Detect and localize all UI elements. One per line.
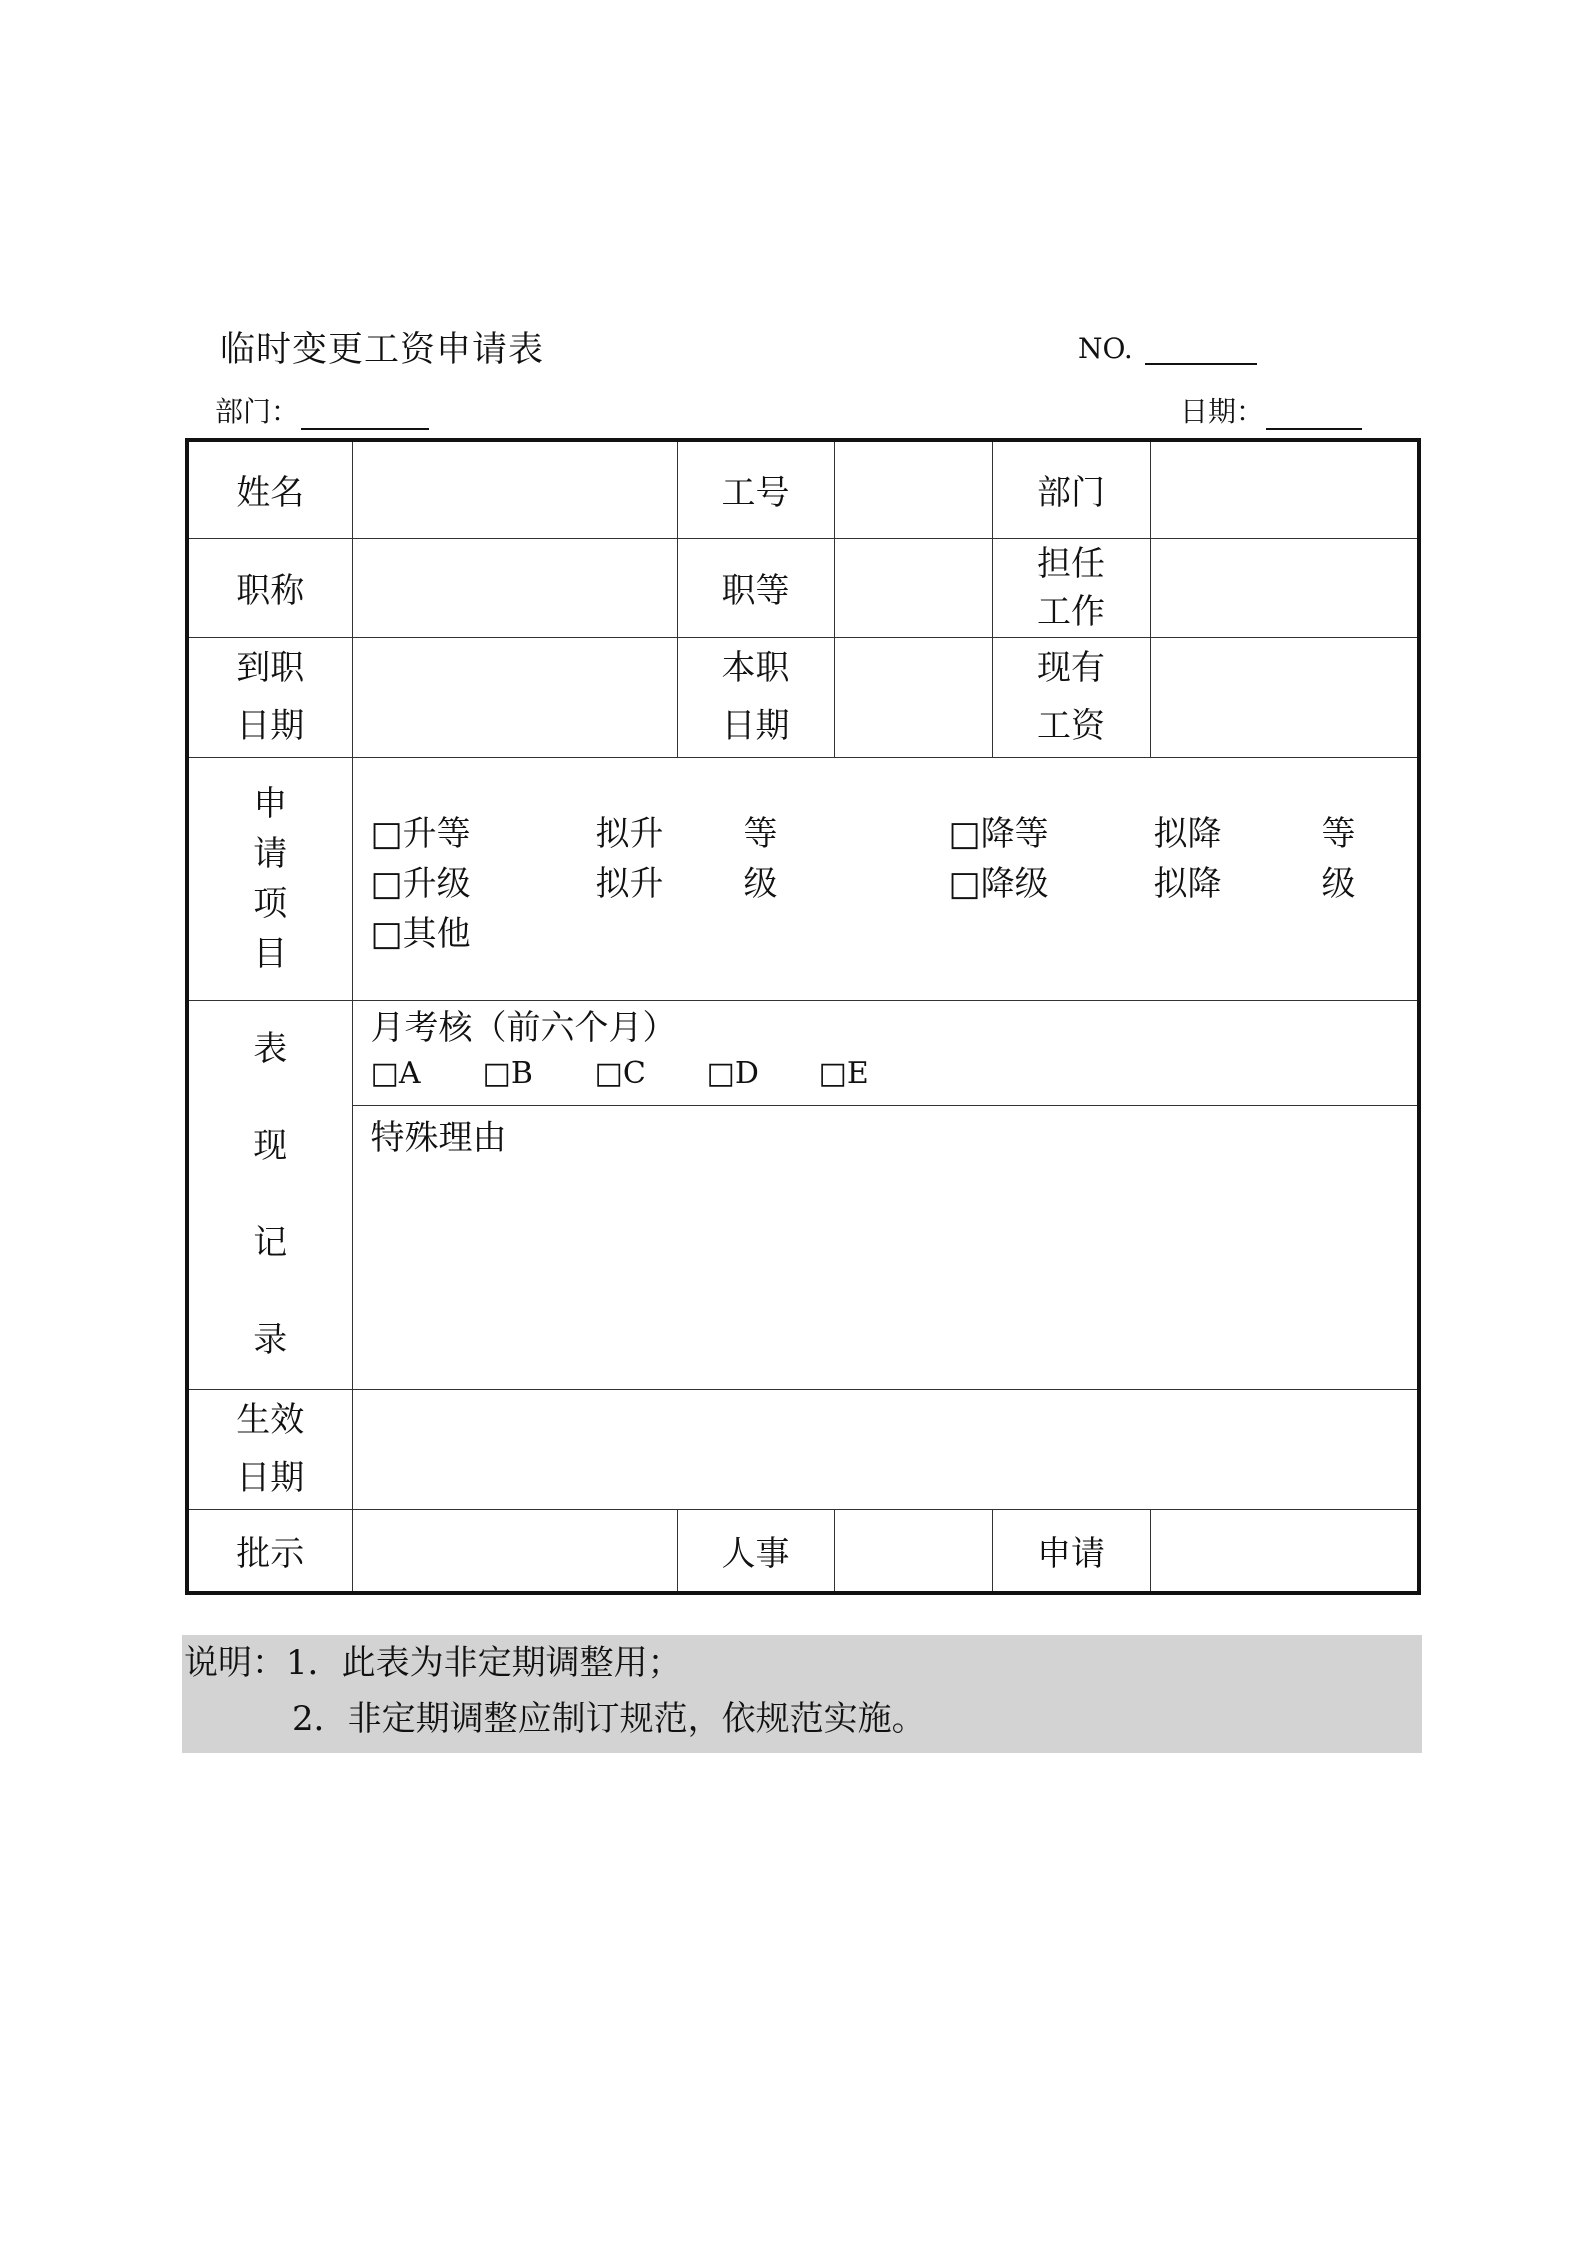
- dept-cell-label: 部门: [992, 440, 1150, 538]
- special-reason-cell[interactable]: [352, 1105, 1419, 1389]
- no-blank[interactable]: [1145, 337, 1257, 365]
- apply-options: [352, 757, 1419, 1000]
- post-date-value[interactable]: [834, 637, 992, 757]
- current-pay-label: 现有 工资: [992, 637, 1150, 757]
- note-line-1: 说明：1．此表为非定期调整用；: [184, 1643, 682, 1683]
- note-line-2: 2．非定期调整应制订规范，依规范实施。: [292, 1699, 926, 1739]
- job-grade-value[interactable]: [834, 538, 992, 637]
- grade-options: [371, 1051, 1418, 1097]
- special-reason-label: 特殊理由: [370, 1117, 507, 1158]
- no-label: NO.: [1078, 332, 1133, 365]
- grade-unit2-text: 等: [1321, 813, 1356, 854]
- hr-value[interactable]: [834, 1509, 992, 1593]
- job-title-value[interactable]: [352, 538, 677, 637]
- dept-value[interactable]: [1150, 440, 1419, 538]
- grade-b-checkbox[interactable]: □B: [482, 1055, 533, 1091]
- form-title: 临时变更工资申请表: [220, 330, 545, 370]
- current-pay-value[interactable]: [1150, 637, 1419, 757]
- dept-blank[interactable]: [301, 404, 429, 430]
- down-level-checkbox[interactable]: □降级: [948, 863, 1049, 904]
- job-title-label: 职称: [187, 538, 352, 637]
- record-label: 表 现 记 录: [187, 1000, 352, 1389]
- applicant-label: 申请: [992, 1509, 1150, 1593]
- salary-change-table: [185, 438, 1421, 1595]
- grade-a-checkbox[interactable]: □A: [370, 1055, 421, 1091]
- job-no-label: 工号: [677, 440, 834, 538]
- department-field: [215, 390, 429, 430]
- notes-box: [182, 1635, 1422, 1753]
- level-unit2-text: 级: [1321, 863, 1356, 904]
- duty-label: 担任 工作: [992, 538, 1150, 637]
- approve-label: 批示: [187, 1509, 352, 1593]
- name-label: 姓名: [187, 440, 352, 538]
- approve-value[interactable]: [352, 1509, 677, 1593]
- grade-d-checkbox[interactable]: □D: [706, 1055, 759, 1091]
- effective-date-value[interactable]: [352, 1389, 1419, 1509]
- job-grade-label: 职等: [677, 538, 834, 637]
- effective-date-label: 生效 日期: [187, 1389, 352, 1509]
- apply-items-label: 申 请 项 目: [187, 757, 352, 1000]
- up-grade-checkbox[interactable]: □升等: [370, 813, 471, 854]
- grade-e-checkbox[interactable]: □E: [818, 1055, 869, 1091]
- monthly-review-label: 月考核（前六个月）: [370, 1007, 677, 1048]
- date-blank[interactable]: [1266, 404, 1362, 430]
- duty-value[interactable]: [1150, 538, 1419, 637]
- monthly-review-cell: [352, 1000, 1419, 1105]
- name-value[interactable]: [352, 440, 677, 538]
- hire-date-label: 到职 日期: [187, 637, 352, 757]
- plan-down2-text: 拟降: [1153, 863, 1222, 904]
- applicant-value[interactable]: [1150, 1509, 1419, 1593]
- form-number: [1078, 332, 1257, 365]
- plan-up2-text: 拟升: [595, 863, 664, 904]
- date-field: [1180, 390, 1362, 430]
- up-level-checkbox[interactable]: □升级: [370, 863, 471, 904]
- post-date-label: 本职 日期: [677, 637, 834, 757]
- hire-date-value[interactable]: [352, 637, 677, 757]
- hr-label: 人事: [677, 1509, 834, 1593]
- dept-label: 部门：: [215, 395, 300, 428]
- job-no-value[interactable]: [834, 440, 992, 538]
- plan-up-text: 拟升: [595, 813, 664, 854]
- other-checkbox[interactable]: □其他: [370, 913, 471, 954]
- date-label: 日期：: [1180, 395, 1265, 428]
- level-unit-text: 级: [743, 863, 778, 904]
- grade-c-checkbox[interactable]: □C: [594, 1055, 646, 1091]
- down-grade-checkbox[interactable]: □降等: [948, 813, 1049, 854]
- plan-down-text: 拟降: [1153, 813, 1222, 854]
- grade-unit-text: 等: [743, 813, 778, 854]
